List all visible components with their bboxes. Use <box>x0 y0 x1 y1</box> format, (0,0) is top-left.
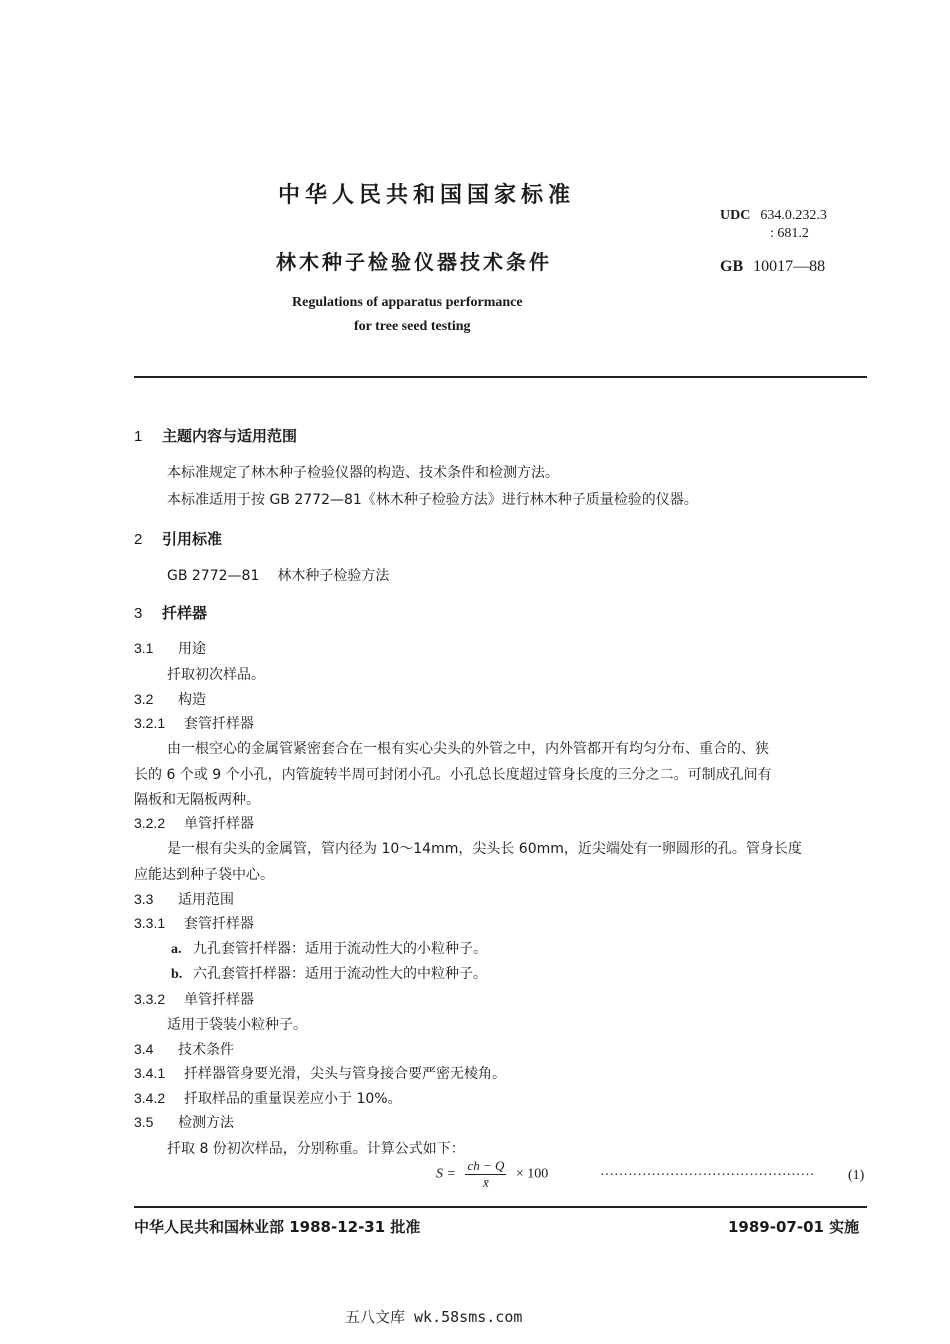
udc-code-line2: : 681.2 <box>770 226 809 241</box>
effective-date: 1989-07-01 实施 <box>728 1218 860 1236</box>
formula-1 <box>436 1158 548 1191</box>
formula-denominator: x̄ <box>483 1175 489 1190</box>
udc-label: UDC <box>720 208 751 223</box>
section-2-heading <box>134 528 222 549</box>
list-item: a. 九孔套管扦样器：适用于流动性大的小粒种子。 <box>171 941 487 957</box>
subsection-3-5: 3.5 检测方法 <box>134 1114 234 1131</box>
approval-line: 中华人民共和国林业部 1988-12-31 批准 <box>134 1218 421 1236</box>
formula-number: (1) <box>848 1168 865 1183</box>
section-title: 主题内容与适用范围 <box>162 427 298 445</box>
document-title-cn: 林木种子检验仪器技术条件 <box>276 250 552 274</box>
subsection-3-3-2: 3.3.2 单管扦样器 <box>134 991 254 1008</box>
section-title: 引用标准 <box>162 530 223 548</box>
section-number: 2 <box>134 531 143 548</box>
paragraph-line: 长的 6 个或 9 个小孔，内管旋转半周可封闭小孔。小孔总长度超过管身长度的三分之二。可制成孔间有 <box>134 767 772 783</box>
formula-rhs: × 100 <box>515 1166 549 1182</box>
formula-numerator: ch − Q <box>467 1158 505 1173</box>
subsection-3-2-2: 3.2.2 单管扦样器 <box>134 815 254 832</box>
reference-title: 林木种子检验方法 <box>277 568 390 584</box>
gb-label: GB <box>720 258 744 275</box>
paragraph-line: 是一根有尖头的金属管，管内径为 10～14mm，尖头长 60mm，近尖端处有一卵圆形的孔。管身长度 <box>167 841 802 857</box>
watermark-text: 五八文库 wk.58sms.com <box>345 1308 523 1326</box>
subsection-3-1: 3.1 用途 <box>134 640 206 657</box>
reference-code: GB 2772—81 <box>167 568 260 584</box>
section-1-heading <box>134 425 297 446</box>
subsection-3-4-1: 3.4.1 扦样器管身要光滑，尖头与管身接合要严密无棱角。 <box>134 1065 506 1082</box>
subsection-3-3-2-text: 适用于袋装小粒种子。 <box>167 1017 307 1033</box>
gb-code <box>720 258 825 276</box>
list-item: b. 六孔套管扦样器：适用于流动性大的中粒种子。 <box>171 966 487 982</box>
reference-standard <box>167 565 389 585</box>
document-title-en-line2: for tree seed testing <box>354 319 471 334</box>
subsection-3-3: 3.3 适用范围 <box>134 891 234 908</box>
national-standard-heading: 中华人民共和国国家标准 <box>278 183 576 208</box>
section-number: 3 <box>134 605 143 622</box>
document-title-en-line1: Regulations of apparatus performance <box>292 295 523 310</box>
section-title: 扦样器 <box>162 604 208 622</box>
subsection-3-2-1: 3.2.1 套管扦样器 <box>134 715 254 732</box>
formula-fraction <box>465 1158 506 1191</box>
section-number: 1 <box>134 428 143 445</box>
formula-lhs: S = <box>436 1166 456 1182</box>
paragraph-line: 由一根空心的金属管紧密套合在一根有实心尖头的外管之中，内外管都开有均匀分布、重合的、狭 <box>167 741 769 757</box>
section-1-paragraph-2: 本标准适用于按 GB 2772—81《林木种子检验方法》进行林木种子质量检验的仪器。 <box>167 492 698 508</box>
subsection-3-3-1: 3.3.1 套管扦样器 <box>134 915 254 932</box>
subsection-3-4: 3.4 技术条件 <box>134 1041 234 1058</box>
subsection-3-1-text: 扦取初次样品。 <box>167 667 265 683</box>
paragraph-line: 应能达到种子袋中心。 <box>134 867 274 883</box>
footer-rule <box>134 1206 867 1208</box>
subsection-3-5-text: 扦取 8 份初次样品，分别称重。计算公式如下： <box>167 1141 465 1157</box>
section-3-heading <box>134 602 207 623</box>
section-1-paragraph-1: 本标准规定了林木种子检验仪器的构造、技术条件和检测方法。 <box>167 465 559 481</box>
header-rule <box>134 376 867 378</box>
subsection-3-2: 3.2 构造 <box>134 691 206 708</box>
udc-value: 634.0.232.3 <box>760 208 827 223</box>
paragraph-line: 隔板和无隔板两种。 <box>134 792 260 808</box>
subsection-3-4-2: 3.4.2 扦取样品的重量误差应小于 10%。 <box>134 1090 402 1107</box>
formula-leader-dots: ·············································· <box>600 1168 815 1183</box>
gb-value: 10017—88 <box>753 258 826 275</box>
udc-code <box>720 208 827 224</box>
